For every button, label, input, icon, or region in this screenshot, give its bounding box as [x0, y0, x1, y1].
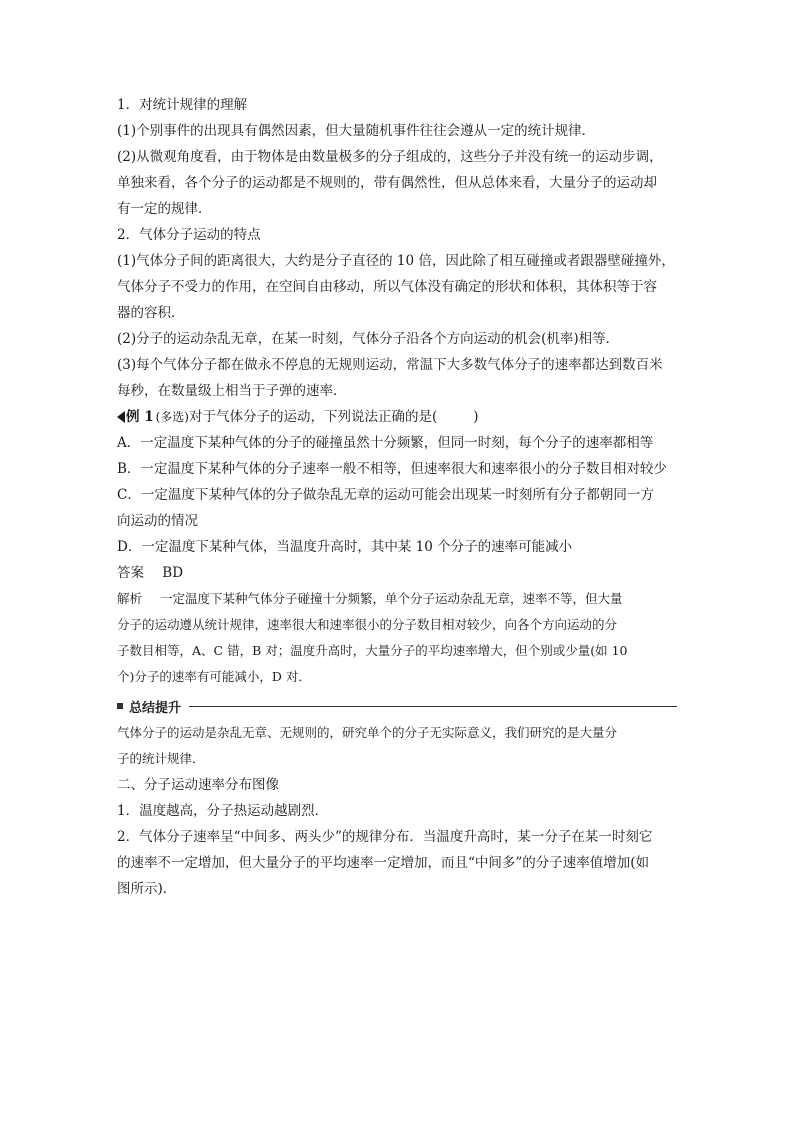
paragraph-line: (2)从微观角度看，由于物体是由数量极多的分子组成的，这些分子并没有统一的运动步调， — [117, 149, 663, 165]
section-title: 1．对统计规律的理解 — [117, 97, 248, 113]
question-text: 对于气体分子的运动，下列说法正确的是( — [188, 409, 438, 425]
paragraph-line: 器的容积． — [117, 305, 185, 321]
option-b: B．一定温度下某种气体的分子速率一般不相等，但速率很大和速率很小的分子数目相对较少 — [117, 461, 667, 477]
analysis-line: 子数目相等，A、C 错，B 对；温度升高时，大量分子的平均速率增大，但个别或少量(如 10 — [117, 643, 628, 658]
multi-choice-tag: (多选) — [155, 410, 189, 424]
divider — [189, 706, 677, 707]
answer-value: BD — [162, 565, 184, 581]
section-title: 2．气体分子运动的特点 — [117, 227, 261, 243]
option-c-line: 向运动的情况 — [117, 513, 198, 529]
summary-line: 气体分子的运动是杂乱无章、无规则的，研究单个的分子无实际意义，我们研究的是大量分 — [117, 725, 618, 740]
square-bullet-icon — [117, 703, 123, 709]
section-title: 二、分子运动速率分布图像 — [117, 777, 279, 793]
analysis-text: 一定温度下某种气体分子碰撞十分频繁，单个分子运动杂乱无章，速率不等，但大量 — [160, 591, 623, 606]
analysis-line — [117, 586, 677, 612]
paragraph-line: 有一定的规律． — [117, 201, 212, 217]
paragraph-line: (3)每个气体分子都在做永不停息的无规则运动，常温下大多数气体分子的速率都达到数百米 — [117, 357, 663, 373]
page-content — [117, 92, 677, 902]
example-number: 例 1 — [126, 409, 154, 425]
option-c-line: C．一定温度下某种气体的分子做杂乱无章的运动可能会出现某一时刻所有分子都朝同一方 — [117, 487, 654, 503]
analysis-line: 个)分子的速率有可能减小，D 对． — [117, 669, 311, 684]
summary-line: 子的统计规律． — [117, 751, 205, 766]
answer-row — [117, 560, 677, 586]
question-close: ) — [473, 409, 479, 425]
paragraph: 1．温度越高，分子热运动越剧烈． — [117, 803, 329, 819]
analysis-label: 解析 — [117, 591, 143, 606]
paragraph: (2)分子的运动杂乱无章，在某一时刻，气体分子沿各个方向运动的机会(机率)相等． — [117, 331, 620, 347]
paragraph-line: 气体分子不受力的作用，在空间自由移动，所以气体没有确定的形状和体积，其体积等于容 — [117, 279, 657, 295]
paragraph-line: (1)气体分子间的距离很大，大约是分子直径的 10 倍，因此除了相互碰撞或者跟器壁碰撞外， — [117, 253, 675, 269]
example-question — [117, 404, 677, 430]
paragraph-line: 图所示)． — [117, 881, 177, 897]
paragraph: (1)个别事件的出现具有偶然因素，但大量随机事件往往会遵从一定的统计规律． — [117, 123, 596, 139]
analysis-line: 分子的运动遵从统计规律，速率很大和速率很小的分子数目相对较少，向各个方向运动的分 — [117, 617, 618, 632]
summary-title: 总结提升 — [129, 700, 182, 716]
paragraph-line: 每秒，在数量级上相当于子弹的速率． — [117, 383, 347, 399]
paragraph-line: 的速率不一定增加，但大量分子的平均速率一定增加，而且“中间多”的分子速率值增加(如 — [117, 855, 650, 871]
option-d: D．一定温度下某种气体，当温度升高时，其中某 10 个分子的速率可能减小 — [117, 539, 573, 555]
option-a: A．一定温度下某种气体的分子的碰撞虽然十分频繁，但同一时刻，每个分子的速率都相等 — [117, 435, 654, 451]
answer-label: 答案 — [117, 565, 144, 581]
example-label — [117, 404, 154, 430]
triangle-marker-icon — [117, 411, 125, 423]
paragraph-line: 2．气体分子速率呈“中间多、两头少”的规律分布．当温度升高时，某一分子在某一时刻它 — [117, 829, 653, 845]
summary-header — [117, 696, 677, 716]
paragraph-line: 单独来看，各个分子的运动都是不规则的，带有偶然性，但从总体来看，大量分子的运动却 — [117, 175, 657, 191]
